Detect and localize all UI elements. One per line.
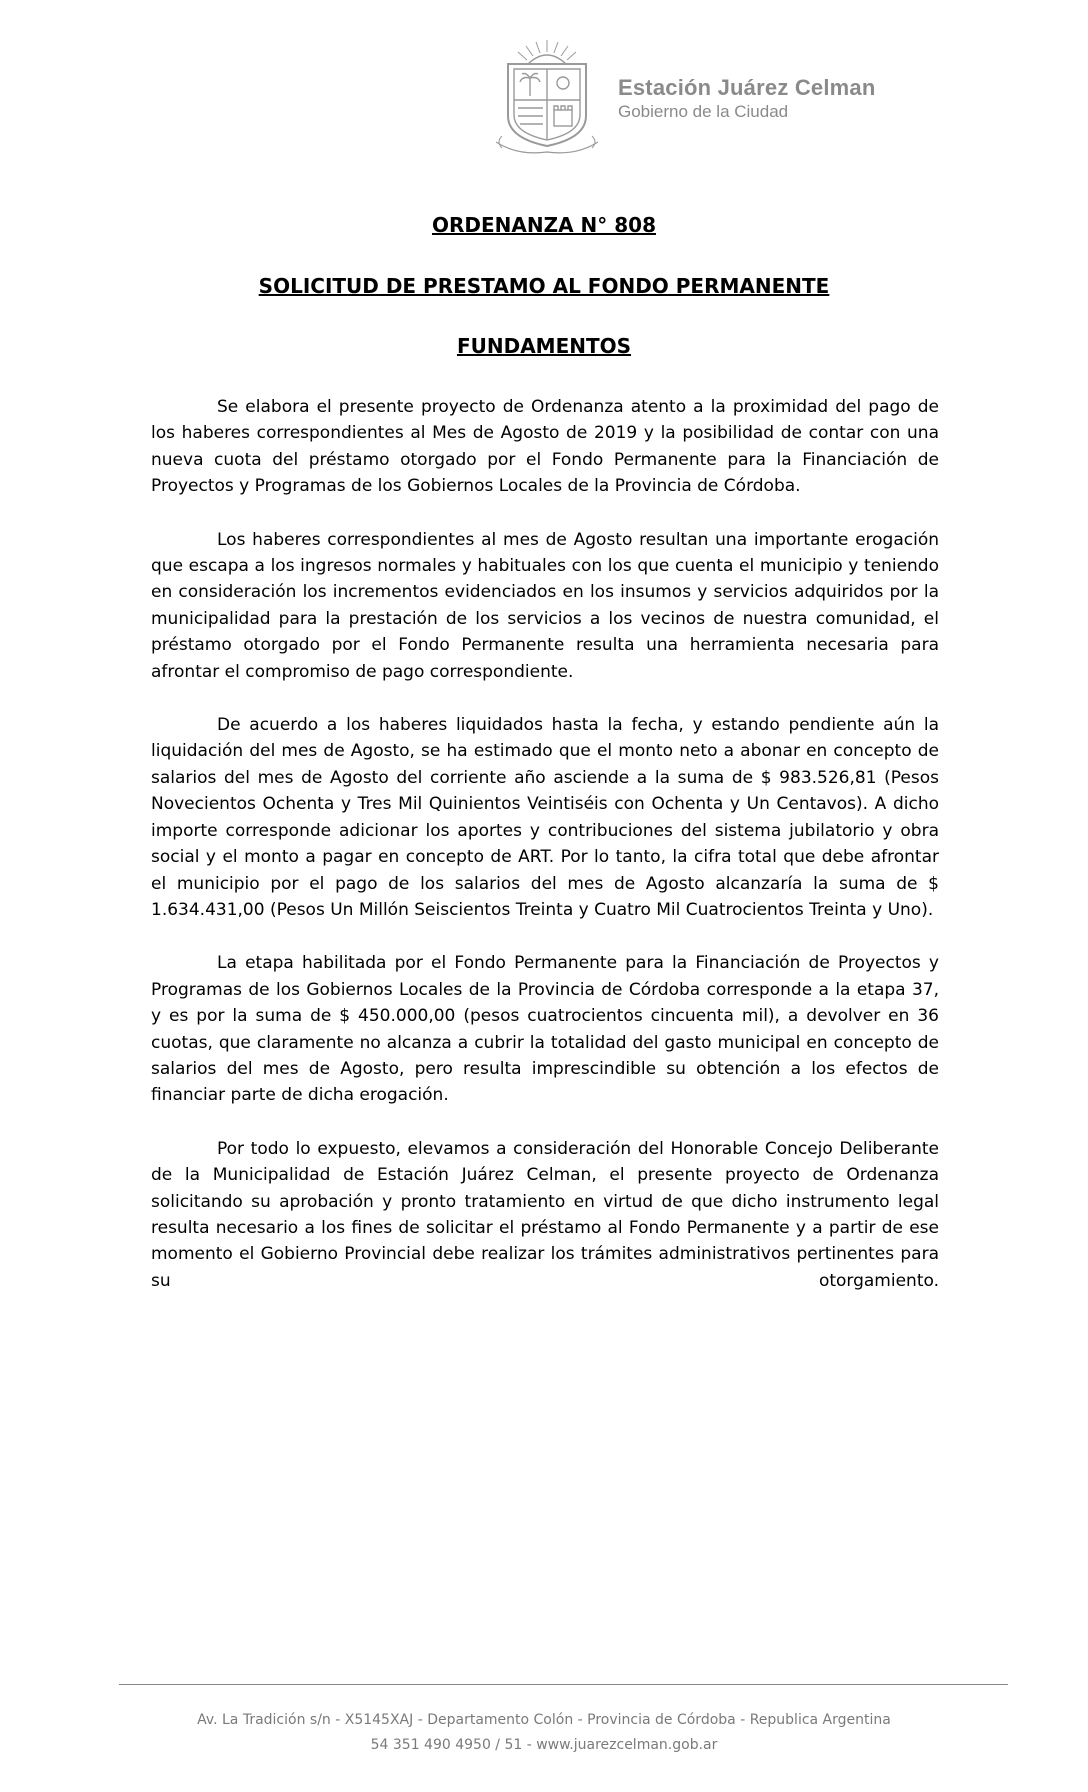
document-title: ORDENANZA N° 808 [431,213,656,237]
organization-name: Estación Juárez Celman [618,74,876,100]
organization-subtitle: Gobierno de la Ciudad [618,101,789,121]
organization-block [618,75,876,122]
document-body [151,394,939,1321]
paragraph: Se elabora el presente proyecto de Ordenanza atento a la proximidad del pago de los haberes correspondientes al Mes de Agosto de 2019 y la posibilidad de contar con una nueva cuota del préstamo otorgado por el Fondo Permanente para la Financiación de Proyectos y Programas de los Gobiernos Locales de la Provincia de Córdoba. [151,397,939,497]
paragraph: Los haberes correspondientes al mes de Agosto resultan una importante erogación que escapa a los ingresos normales y habituales con los que cuenta el municipio y teniendo en consideración los incrementos evidenciados en los insumos y servicios adquiridos por la municipalidad para la prestación de los servicios a los vecinos de nuestra comunidad, el préstamo otorgado por el Fondo Permanente resulta una herramienta necesaria para afrontar el compromiso de pago correspondiente. [151,529,939,682]
footer-divider [119,1684,1008,1685]
footer-contact: 54 351 490 4950 / 51 - www.juarezcelman.gob.ar [370,1737,718,1753]
document-subject: SOLICITUD DE PRESTAMO AL FONDO PERMANENTE [258,274,830,298]
paragraph: La etapa habilitada por el Fondo Permanente para la Financiación de Proyectos y Programas de los Gobiernos Locales de la Provincia de Córdoba corresponde a la etapa 37, y es por la suma de $ 450.000,00 (pesos cuatrocientos cincuenta mil), a devolver en 36 cuotas, que claramente no alcanza a cubrir la totalidad del gasto municipal en concepto de salarios del mes de Agosto, pero resulta imprescindible su obtención a los efectos de financiar parte de dicha erogación. [151,953,939,1106]
section-heading: FUNDAMENTOS [456,334,632,358]
paragraph: Por todo lo expuesto, elevamos a consideración del Honorable Concejo Deliberante de la Municipalidad de Estación Juárez Celman, el presente proyecto de Ordenanza solicitando su aprobación y pronto tratamiento en virtud de que dicho instrumento legal resulta necesario a los fines de solicitar el préstamo al Fondo Permanente y a partir de ese momento el Gobierno Provincial debe realizar los trámites administrativos pertinentes para su otorgamiento. [151,1138,939,1291]
paragraph: De acuerdo a los haberes liquidados hasta la fecha, y estando pendiente aún la liquidación del mes de Agosto, se ha estimado que el monto neto a abonar en concepto de salarios del mes de Agosto del corriente año asciende a la suma de $ 983.526,81 (Pesos Novecientos Ochenta y Tres Mil Quinientos Veintiséis con Ochenta y Un Centavos). A dicho importe corresponde adicionar los aportes y contribuciones del sistema jubilatorio y obra social y el monto a pagar en concepto de ART. Por lo tanto, la cifra total que debe afrontar el municipio por el pago de los salarios del mes de Agosto alcanzaría la suma de $ 1.634.431,00 (Pesos Un Millón Seiscientos Treinta y Cuatro Mil Cuatrocientos Treinta y Uno). [151,715,939,920]
footer-address: Av. La Tradición s/n - X5145XAJ - Departamento Colón - Provincia de Córdoba - Republica Argentina [197,1712,891,1728]
letterhead [488,38,876,156]
coat-of-arms-icon [488,38,606,156]
